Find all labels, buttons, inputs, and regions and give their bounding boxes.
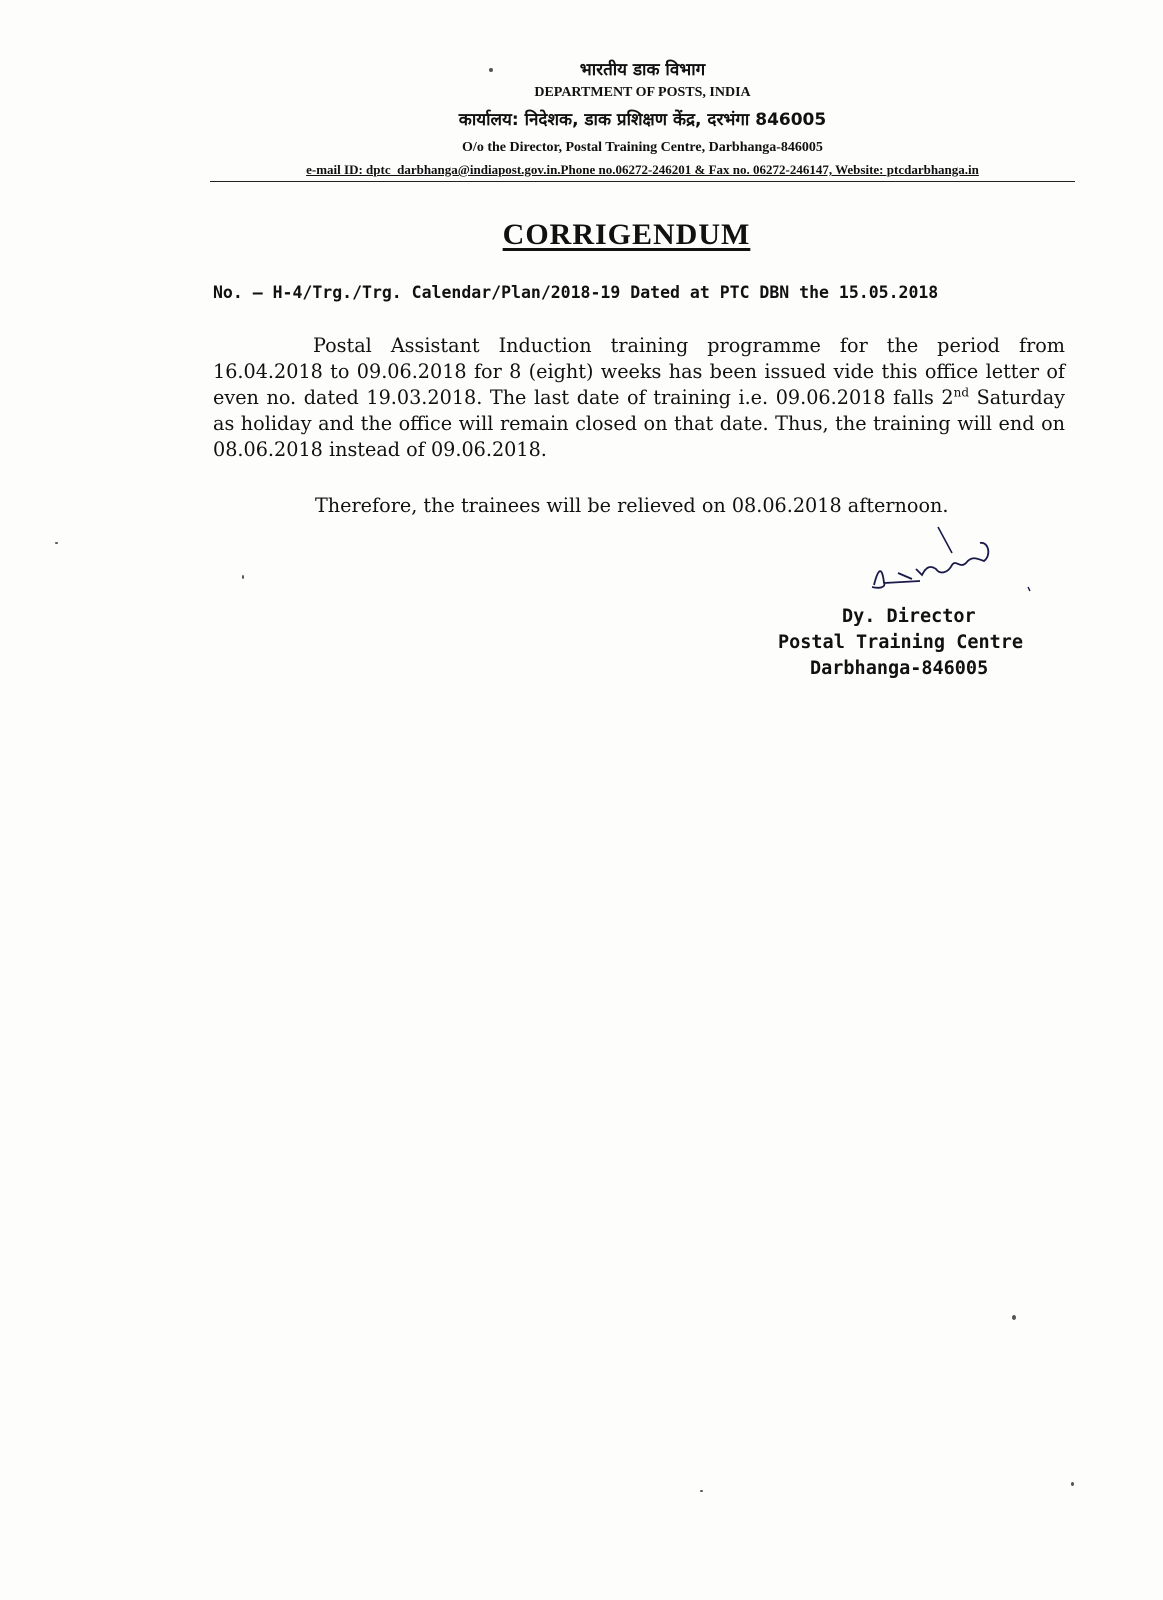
letterhead-department: DEPARTMENT OF POSTS, INDIA <box>534 85 751 100</box>
reference-line <box>213 283 1073 302</box>
body-paragraph-1 <box>213 333 1065 463</box>
letterhead <box>210 58 1075 182</box>
scan-speck <box>1012 1315 1016 1320</box>
signatory-block <box>778 604 1078 682</box>
letterhead-hindi-office: कार्यालय: निदेशक, डाक प्रशिक्षण केंद्र, दरभंगा 846005 <box>458 110 827 130</box>
letterhead-contact: e-mail ID: dptc_darbhanga@indiapost.gov.in.Phone no.06272-246201 & Fax no. 06272-246147, Website: ptcdarbhanga.in <box>210 160 1075 182</box>
document-title-wrap <box>0 218 1163 252</box>
letterhead-office: O/o the Director, Postal Training Centre, Darbhanga-846005 <box>462 140 823 155</box>
scan-speck <box>700 1490 703 1492</box>
signatory-place: Darbhanga-846005 <box>810 658 989 679</box>
scan-speck <box>1071 1482 1074 1486</box>
body-paragraph-1-part-2: Saturday as holiday and the office will remain closed on that date. Thus, the training will end on 08.06.2018 instead of 09.06.2018. <box>213 386 1065 461</box>
reference-number: No. – H-4/Trg./Trg. Calendar/Plan/2018-19 <box>213 283 621 302</box>
body-paragraph-2: Therefore, the trainees will be relieved on 08.06.2018 afternoon. <box>315 494 949 517</box>
signatory-designation: Dy. Director <box>842 606 976 627</box>
scan-speck <box>489 68 493 72</box>
document-title: CORRIGENDUM <box>502 218 751 251</box>
letterhead-hindi-department: भारतीय डाक विभाग <box>579 60 706 80</box>
reference-date: Dated at PTC DBN the 15.05.2018 <box>630 283 939 302</box>
body-paragraph-1-part-1: Postal Assistant Induction training programme for the period from 16.04.2018 to 09.06.2018 for 8 (eight) weeks has been issued vide this office letter of even no. dated 19.03.2018. The last date of training i.e. 09.06.2018 falls 2 <box>213 334 1065 409</box>
ordinal-suffix: nd <box>953 385 970 400</box>
signatory-organisation: Postal Training Centre <box>778 632 1024 653</box>
scan-speck <box>55 542 58 544</box>
scan-speck <box>242 575 244 579</box>
signature-image <box>860 525 1060 605</box>
